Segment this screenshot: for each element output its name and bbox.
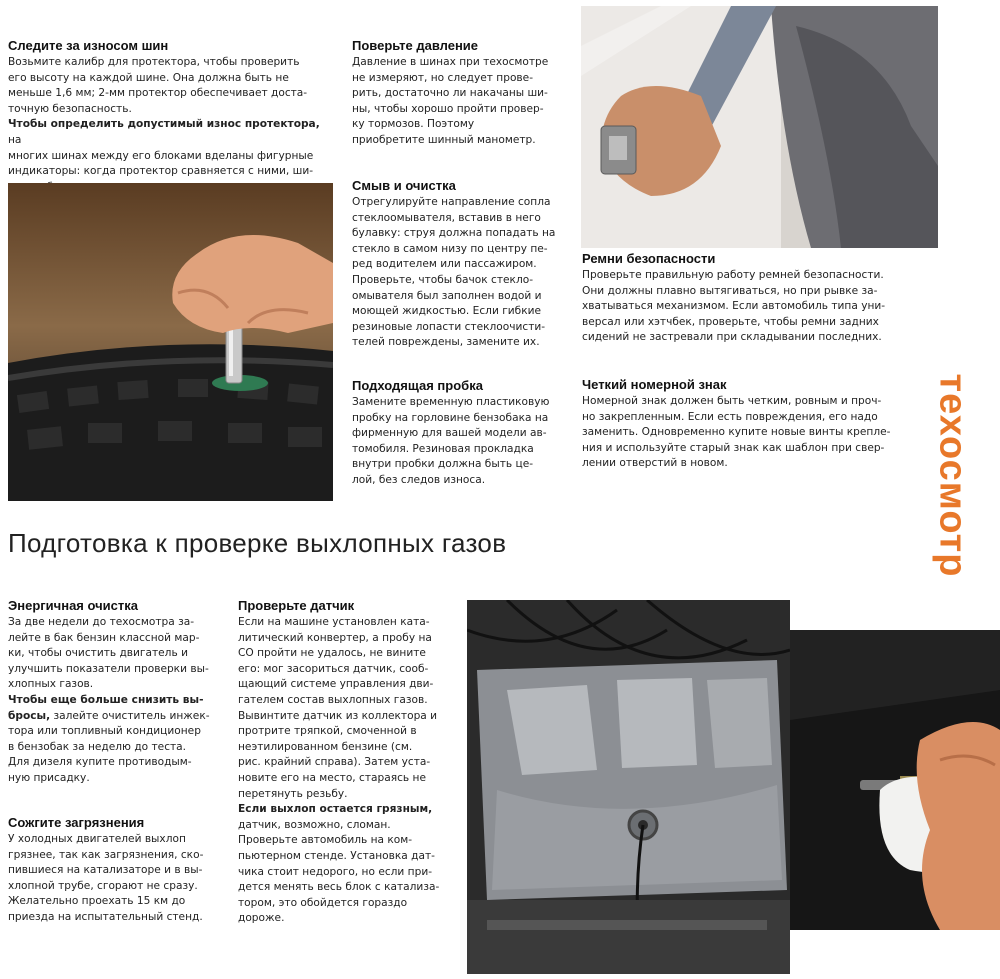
cleaning-bold-lead: Чтобы еще больше снизить вы- бросы, — [8, 693, 204, 722]
tire-wear-bold-lead: Чтобы определить допустимый износ протектора, — [8, 118, 320, 131]
cleaning-text-2: залейте очиститель инжек- тора или топливный кондиционер в бензобак за неделю до теста. Для дизеля купите противодым- ную присадку. — [8, 709, 210, 784]
washer-text: Отрегулируйте направление сопла стеклоомывателя, вставив в него булавку: струя должна попадать на стекло в самом низу по центру пе- ред водителем или пассажиром. Проверьте, чтобы бачок стекло- омывателя был заполнен водой и моющей жидкостью. Если гибкие резиновые лопасти стеклоочисти- телей повреждены, замените их. — [352, 196, 556, 349]
sensor-cleaning-photo — [790, 630, 1000, 930]
tire-wear-text-2: на многих шинах между его блоками вделаны фигурные индикаторы: когда протектор сравняется с ними, ши- — [8, 133, 314, 178]
tire-gauge-photo — [8, 183, 333, 501]
engine-sensor-photo — [467, 600, 790, 974]
plate-text: Номерной знак должен быть четким, ровным и проч- но закрепленным. Если есть повреждения, его надо заменить. Одновременно купите новые винты крепле- ния и используйте старый знак как шаблон при свер- лении отверстий в новом. — [582, 395, 891, 470]
cleaning-heading: Энергичная очистка — [8, 598, 138, 613]
sensor-text-2: датчик, возможно, сломан. Проверьте автомобиль на ком- пьютерном стенде. Установка дат- чика стоит недорого, но если при- дется менять весь блок с катализа- тором, это обойдется гораздо дороже. — [238, 818, 440, 925]
sensor-text — [238, 615, 458, 927]
side-section-label — [912, 340, 992, 610]
burn-section — [8, 815, 223, 926]
sensor-bold-lead: Если выхлоп остается грязным, — [238, 803, 433, 816]
sensor-section — [238, 598, 458, 927]
washer-section — [352, 178, 567, 351]
fuel-cap-section — [352, 378, 567, 489]
burn-text: У холодных двигателей выхлоп грязнее, так как загрязнения, ско- пившиеся на катализаторе и в вы- хлопной трубе, сгорают не сразу. Желательно проехать 15 км до приезда на испытательный стенд. — [8, 833, 204, 923]
plate-heading: Четкий номерной знак — [582, 377, 727, 392]
plate-section — [582, 377, 922, 472]
section-title: Подготовка к проверке выхлопных газов — [8, 528, 507, 558]
pressure-text: Давление в шинах при техосмотре не измеряют, но следует прове- рить, достаточно ли накачаны ши- ны, чтобы хорошо пройти провер- ку тормозов. Поэтому приобретите шинный манометр. — [352, 56, 549, 146]
seatbelt-photo — [581, 6, 938, 248]
tire-wear-section — [8, 38, 333, 195]
cleaning-section — [8, 598, 223, 787]
side-section-label-text: техосмотр — [931, 373, 974, 577]
cleaning-text — [8, 615, 223, 787]
burn-heading: Сожгите загрязнения — [8, 815, 145, 830]
cleaning-text-1: За две недели до техосмотра за- лейте в бак бензин классной мар- ки, чтобы очистить двигатель и улучшить показатели проверки вы- хлопных газов. — [8, 616, 209, 691]
seatbelt-section — [582, 251, 922, 346]
pressure-heading: Поверьте давление — [352, 38, 479, 53]
fuel-cap-heading: Подходящая пробка — [352, 378, 483, 393]
fuel-cap-text: Замените временную пластиковую пробку на горловине бензобака на фирменную для вашей модели ав- томобиля. Резиновая прокладка внутри пробки должна быть це- лой, без следов износа. — [352, 396, 550, 486]
seatbelt-text: Проверьте правильную работу ремней безопасности. Они должны плавно вытягиваться, но при рывке за- хватываться механизмом. Если автомобиль типа уни- версал или хэтчбек, проверьте, чтобы ремни задних сидений не застревали при складывании последних. — [582, 269, 886, 344]
seatbelt-heading: Ремни безопасности — [582, 251, 716, 266]
washer-heading: Смыв и очистка — [352, 178, 456, 193]
tire-wear-text-1: Возьмите калибр для протектора, чтобы проверить его высоту на каждой шине. Она должна быть не меньше 1,6 мм; 2-мм протектор обеспечивает доста- точную безопасность. — [8, 56, 308, 115]
pressure-section — [352, 38, 567, 149]
sensor-text-1: Если на машине установлен ката- литический конвертер, а пробу на CO пройти не удалось, не вините его: мог засориться датчик, сооб- щающий системе управления дви- гателем состав выхлопных газов. Вывинтите датчик из коллектора и протрите тряпкой, смоченной в неэтилированном бензине (см. рис. крайний справа). Затем уста- новите его на место, стараясь не перетянуть резьбу. — [238, 616, 438, 800]
tire-wear-text — [8, 55, 333, 195]
tire-wear-heading: Следите за износом шин — [8, 38, 169, 53]
sensor-heading: Проверьте датчик — [238, 598, 355, 613]
